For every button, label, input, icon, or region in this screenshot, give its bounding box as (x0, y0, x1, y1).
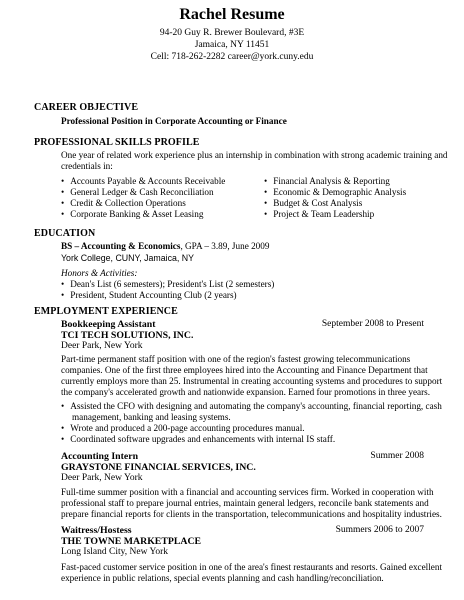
skill-item: • Financial Analysis & Reporting (264, 176, 390, 186)
job-dates: September 2008 to Present (321, 319, 424, 329)
address-line-2: Jamaica, NY 11451 (194, 40, 270, 50)
job-location: Long Island City, New York (61, 547, 169, 557)
job-desc-line: professional staff to prepare journal entries, maintain general ledgers, reconcile bank statements and (61, 498, 429, 508)
job-desc-line: currently employs more than 25. Instrumental in creating accounting systems and procedures to support (61, 376, 443, 386)
job-bullet: • Coordinated software upgrades and enhancements with internal IS staff. (61, 434, 336, 444)
job-title: Waitress/Hostess (61, 525, 132, 536)
job-title: Bookkeeping Assistant (61, 319, 156, 330)
job-desc-line: experience in public relations, special events planning and cash handling/reconciliation. (61, 573, 384, 583)
skill-item: • Corporate Banking & Asset Leasing (61, 209, 204, 219)
job-desc-line: companies. One of the first three employees hired into the Accounting and Finance Department that (61, 365, 428, 375)
job-desc-line: Part-time permanent staff position with one of the region's fastest growing telecommunications (61, 354, 411, 364)
job-dates: Summers 2006 to 2007 (335, 525, 424, 535)
job-location: Deer Park, New York (61, 341, 143, 351)
skill-item: • General Ledger & Cash Reconciliation (61, 187, 214, 197)
skills-intro-line-2: credentials in: (61, 161, 113, 171)
honor-item: • President, Student Accounting Club (2 years) (61, 290, 237, 300)
company-name: THE TOWNE MARKETPLACE (61, 536, 202, 547)
company-name: TCI TECH SOLUTIONS, INC. (61, 330, 194, 341)
education-heading: EDUCATION (34, 228, 96, 239)
job-location: Deer Park, New York (61, 473, 143, 483)
school: York College, CUNY, Jamaica, NY (61, 253, 194, 263)
skill-item: • Project & Team Leadership (264, 209, 375, 219)
skills-intro-line-1: One year of related work experience plus an internship in combination with strong academic training and (61, 150, 448, 160)
objective-heading: CAREER OBJECTIVE (34, 102, 139, 113)
job-desc-line: prepare financial reports for clients in the transportation, telecommunications and hospitality industries. (61, 509, 442, 519)
gpa: , GPA – 3.89, June 2009 (180, 241, 270, 251)
objective-text: Professional Position in Corporate Accounting or Finance (61, 116, 287, 126)
company-name: GRAYSTONE FINANCIAL SERVICES, INC. (61, 462, 256, 473)
job-bullet: • Assisted the CFO with designing and automating the company's accounting, financial reporting, cash (61, 401, 442, 411)
contact-line: Cell: 718-262-2282 career@york.cuny.edu (150, 52, 314, 62)
employment-heading: EMPLOYMENT EXPERIENCE (34, 306, 178, 317)
job-bullet-continuation: management, banking and leasing systems. (72, 412, 231, 422)
degree-line (61, 241, 269, 253)
address-line-1: 94-20 Guy R. Brewer Boulevard, #3E (159, 28, 305, 38)
skill-item: • Economic & Demographic Analysis (264, 187, 407, 197)
job-desc-line: Full-time summer position with a financial and accounting services firm. Worked in cooperation with (61, 487, 434, 497)
job-bullet: • Wrote and produced a 200-page accounting procedures manual. (61, 423, 305, 433)
skill-item: • Credit & Collection Operations (61, 198, 186, 208)
job-desc-line: Fast-paced customer service position in one of the area's finest restaurants and resorts. Gained excellent (61, 562, 443, 572)
job-title: Accounting Intern (61, 451, 139, 462)
honors-label: Honors & Activities: (61, 268, 138, 278)
honor-item: • Dean's List (6 semesters); President's List (2 semesters) (61, 279, 275, 289)
degree: BS – Accounting & Economics (61, 241, 181, 251)
skill-item: • Accounts Payable & Accounts Receivable (61, 176, 226, 186)
skills-heading: PROFESSIONAL SKILLS PROFILE (34, 137, 200, 148)
job-desc-line: the company's accelerated growth and nationwide expansion. Earned four promotions in three years. (61, 387, 431, 397)
candidate-name: Rachel Resume (179, 6, 285, 23)
job-dates: Summer 2008 (370, 451, 424, 461)
skill-item: • Budget & Cost Analysis (264, 198, 363, 208)
